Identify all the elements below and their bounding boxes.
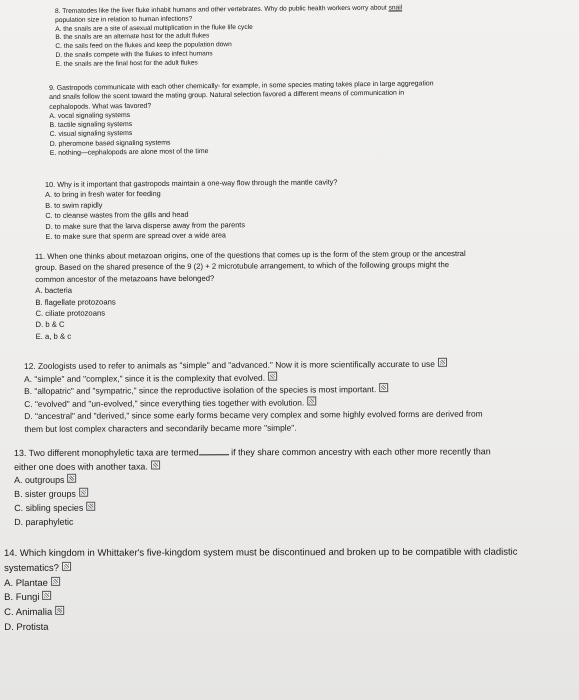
answer-option-a: A. bacteria [35,285,73,296]
answer-option-d: D. b & C [35,320,65,330]
answer-option-e: E. to make sure that sperm are spread over a wide area [45,230,227,242]
answer-option-e: E. a, b & c [35,331,72,341]
question-stem-cont: and snails follow the scent toward the mating group. Natural selection favored a different means of communication in [49,89,405,102]
placeholder-box-icon [67,474,76,483]
question-stem-text: either one does with another taxa. [14,461,148,472]
placeholder-box-icon [379,383,388,392]
question-14 [4,546,518,636]
question-stem-cont: common ancestor of the metazoans have belonged? [35,273,215,284]
answer-option-b [4,590,518,606]
question-stem [14,444,491,460]
answer-option-b: B. the snails are an alternate host for the adult flukes [55,32,210,42]
answer-option-d: D. pheromone based signaling systems [49,139,171,148]
question-10 [45,177,338,242]
question-8 [55,4,403,69]
answer-option-c: C. ciliate protozoans [35,308,106,319]
answer-option-c: C. visual signaling systems [49,130,133,139]
answer-option-d: D. the snails compete with the flukes to infect humans [55,50,213,59]
answer-option-text: C. Animalia [4,607,53,619]
question-13 [14,444,491,529]
answer-option-a: A. vocal signaling systems [49,111,131,120]
placeholder-box-icon [55,606,64,615]
placeholder-box-icon [268,371,277,380]
answer-option-c: C. the sails feed on the flukes and keep the population down [55,41,232,51]
question-stem-cont: population size in relation to human infections? [55,15,193,24]
question-stem-text: if they share common ancestry with each other more recently than [228,446,491,458]
question-stem-cont [4,560,518,576]
placeholder-box-icon [151,460,160,469]
answer-option-text: A. outgroups [14,475,65,486]
question-stem [24,358,482,373]
placeholder-box-icon [79,488,88,497]
answer-option-text: B. sister groups [14,488,76,500]
answer-option-a: A. to bring in fresh water for feeding [45,189,161,200]
answer-option-d-cont: them but lost complex characters and secondarily became more "simple". [24,422,297,434]
underlined-word: snail [388,4,403,12]
placeholder-box-icon [307,396,316,405]
question-stem-text: 12. Zoologists used to refer to animals as "simple" and "advanced." Now it is more scientifically accurate to use [24,358,435,371]
question-9 [49,79,434,158]
answer-option-text: A. Plantae [4,577,48,589]
answer-option-d: D. "ancestral" and "derived," since some early forms became very complex and some highly evolved forms are derived from [24,408,483,422]
answer-option-b: B. to swim rapidly [45,200,103,210]
answer-option-text: C. "evolved" and "un-evolved," since everything ties together with evolution. [24,397,305,409]
placeholder-box-icon [62,562,71,571]
question-11 [35,248,466,342]
question-stem: 9. Gastropods communicate with each other chemically- for example, in some species mating takes place in large aggregation [49,80,434,92]
answer-option-e: E. nothing—cephalopods are alone most of the time [49,148,209,158]
answer-option-text: A. "simple" and "complex," since it is the complexity that evolved. [24,372,266,384]
answer-option-b: B. tactile signaling systems [49,121,133,130]
question-stem-cont: cephalopods. What was favored? [49,102,152,111]
question-stem-cont: group. Based on the shared presence of the 9 (2) + 2 microtubule arrangement, to which of the following groups might the [35,260,450,273]
question-stem: 11. When one thinks about metazoan origins, one of the questions that comes up is the form of the stem group or the ancestral [35,248,466,261]
answer-option-b: B. flagellate protozoans [35,297,116,307]
answer-option-a [4,575,518,591]
answer-option-a: A. the snails are a site of asexual multiplication in the fluke life cycle [55,23,253,33]
answer-option-d: D. paraphyletic [14,516,74,527]
answer-option-text: B. Fungi [4,592,40,604]
answer-option-e: E. the snails are the final host for the adult flukes [55,59,198,68]
question-stem-text: 13. Two different monophyletic taxa are termed [14,447,199,458]
answer-option-d: D. to make sure that the larva disperse away from the parents [45,219,245,231]
placeholder-box-icon [438,358,447,367]
placeholder-box-icon [43,591,52,600]
question-stem: 14. Which kingdom in Whittaker's five-kingdom system must be discontinued and broken up to be compatible with cladistic [4,546,518,559]
answer-option-c: C. to cleanse wastes from the gills and head [45,209,189,221]
question-12 [24,358,483,436]
answer-option-d: D. Protista [4,621,49,633]
answer-option-text: B. "allopatric" and "sympatric," since the reproductive isolation of the species is most important. [24,384,377,397]
fill-in-blank [199,445,229,455]
answer-option-text: C. sibling species [14,502,84,513]
question-stem-text: systematics? [4,562,59,574]
answer-option-c [4,605,518,621]
question-stem: 10. Why is it important that gastropods maintain a one-way flow through the mantle cavity? [45,177,338,189]
placeholder-box-icon [51,576,60,585]
question-stem-text: 8. Trematodes like the liver fluke inhabit humans and other vertebrates. Why do public health workers worry about [55,4,389,15]
placeholder-box-icon [86,502,95,511]
